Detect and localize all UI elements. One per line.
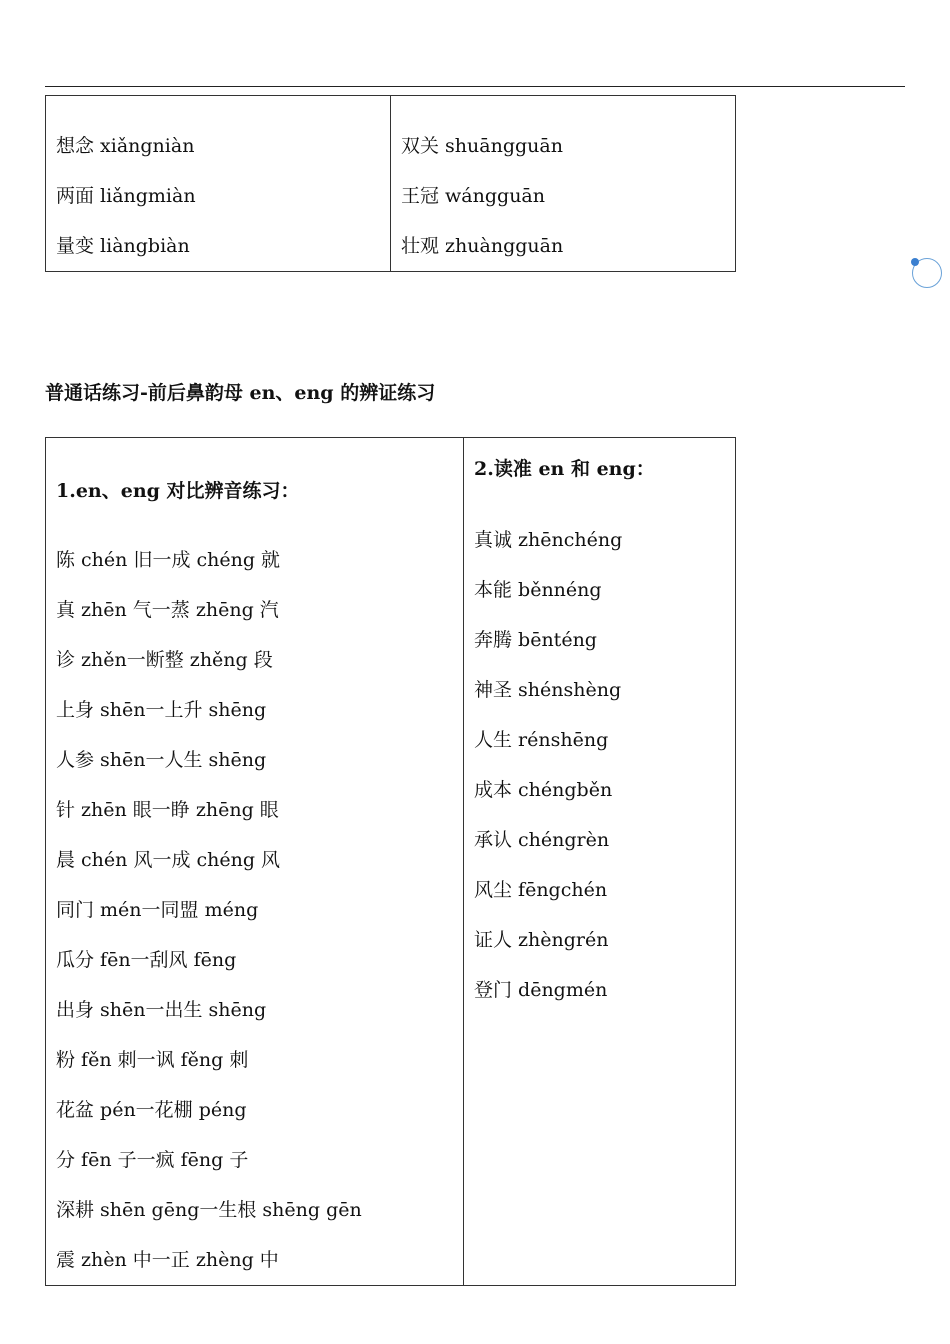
word-row: 人生 rénshēng [474, 729, 609, 751]
right-section-title: 2.读准 en 和 eng： [474, 458, 655, 480]
word-row: 量变 liàngbiàn [56, 235, 190, 257]
contrast-row: 诊 zhěn一断整 zhěng 段 [56, 649, 273, 671]
contrast-row: 陈 chén 旧一成 chéng 就 [56, 549, 281, 571]
contrast-row: 人参 shēn一人生 shēng [56, 749, 267, 771]
table2-right-cell [464, 438, 736, 1286]
pinyin-table-2 [45, 437, 736, 1286]
word-row: 成本 chéngběn [474, 779, 613, 801]
word-row: 奔腾 bēnténg [474, 629, 597, 651]
contrast-row: 震 zhèn 中一正 zhèng 中 [56, 1249, 279, 1271]
contrast-row: 深耕 shēn gēng一生根 shēng gēn [56, 1199, 362, 1221]
header-rule [45, 86, 905, 87]
left-section-title: 1.en、eng 对比辨音练习： [56, 480, 300, 502]
floating-circle-icon[interactable] [912, 258, 942, 288]
contrast-row: 分 fēn 子一疯 fēng 子 [56, 1149, 249, 1171]
word-row: 风尘 fēngchén [474, 879, 608, 901]
word-row: 双关 shuāngguān [401, 135, 563, 157]
contrast-row: 花盆 pén一花棚 péng [56, 1099, 247, 1121]
circle-dot-icon [911, 258, 919, 266]
contrast-row: 上身 shēn一上升 shēng [56, 699, 267, 721]
section-heading: 普通话练习-前后鼻韵母 en、eng 的辨证练习 [45, 382, 436, 404]
word-row: 神圣 shénshèng [474, 679, 622, 701]
contrast-row: 晨 chén 风一成 chéng 风 [56, 849, 281, 871]
table1-right-cell [391, 96, 736, 272]
word-row: 王冠 wángguān [401, 185, 545, 207]
word-row: 想念 xiǎngniàn [56, 135, 195, 157]
contrast-row: 瓜分 fēn一刮风 fēng [56, 949, 237, 971]
pinyin-table-1 [45, 95, 736, 272]
contrast-row: 针 zhēn 眼一睁 zhēng 眼 [56, 799, 279, 821]
table1-left-cell [46, 96, 391, 272]
word-row: 登门 dēngmén [474, 979, 608, 1001]
contrast-row: 真 zhēn 气一蒸 zhēng 汽 [56, 599, 279, 621]
word-row: 证人 zhèngrén [474, 929, 609, 951]
word-row: 真诚 zhēnchéng [474, 529, 623, 551]
word-row: 两面 liǎngmiàn [56, 185, 196, 207]
table2-left-cell [46, 438, 464, 1286]
contrast-row: 出身 shēn一出生 shēng [56, 999, 267, 1021]
word-row: 本能 běnnéng [474, 579, 602, 601]
contrast-row: 同门 mén一同盟 méng [56, 899, 259, 921]
contrast-row: 粉 fěn 刺一讽 fěng 刺 [56, 1049, 249, 1071]
word-row: 壮观 zhuàngguān [401, 235, 564, 257]
word-row: 承认 chéngrèn [474, 829, 610, 851]
